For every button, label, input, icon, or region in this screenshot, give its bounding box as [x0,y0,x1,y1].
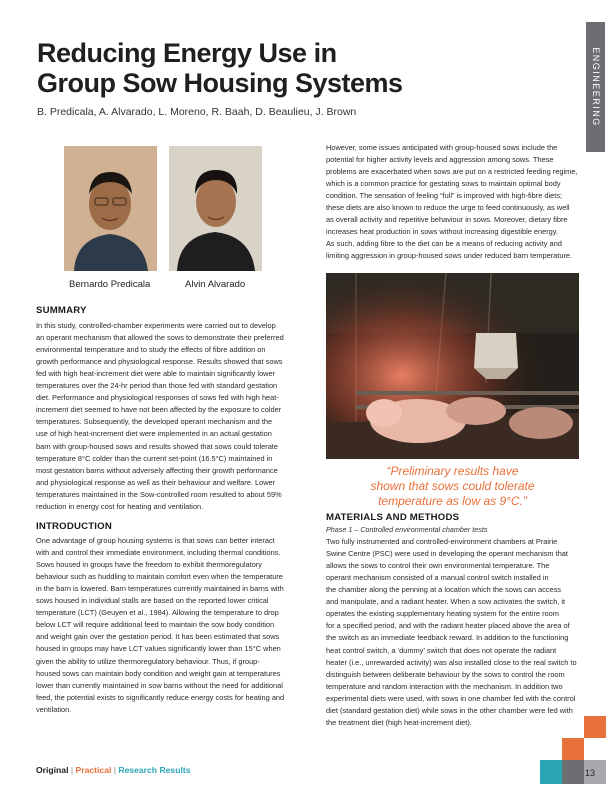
summary-body [36,320,292,513]
section-tab-label: ENGINEERING [590,47,601,127]
text-line: feed, the potential exists to significantly reduce energy costs for heating and [36,692,285,702]
text-line: barn with group-housed sows and results showed that sows could tolerate [36,441,278,451]
text-line: Swine Centre (PSC) were used in developing the operant mechanism that [326,549,568,559]
text-line: temperature 8°C colder than the current set-point (16.5°C) maintained in [36,453,273,463]
text-line: with and control their immediate environment, including thermal conditions. [36,548,281,558]
gray-block [562,760,584,784]
text-line: diet. Performance and physiological responses of sows fed with high heat- [36,393,279,403]
text-line: as overall activity and repetitive behaviour in sows. Moreover, dietary fibre [326,215,568,225]
quote-line: shown that sows could tolerate [370,479,535,493]
text-line: the chamber along the penning at a location which the sows can access [326,585,562,595]
continuation-paragraph [326,142,579,262]
text-line: operant mechanism consisted of a manual control switch installed in [326,573,549,583]
text-line: potential for higher activity levels and aggression among sows. These [326,155,554,165]
text-line: experimental diets were used, with sows in one chamber fed with the control [326,693,576,703]
text-line: growth performance and physiological response. Results showed that sows [36,357,283,367]
text-line: In this study, controlled-chamber experiments were carried out to develop [36,321,276,331]
text-line: environmental temperature and to study the effects of fibre addition on [36,345,266,355]
text-line: housed in groups may have LCT values significantly lower than 15°C when [36,644,281,654]
text-line: heater (i.e., unrewarded activity) was also installed close to the real switch to [326,657,577,667]
orange-block [584,716,606,738]
text-line: reduction in energy cost for heating and ventilation. [36,501,204,511]
text-line: temperatures. Subsequently, the developed operant mechanism and the [36,417,273,427]
text-line: fed with high heat-increment diet were able to maintain significantly lower [36,369,276,379]
author-photo-alvarado [169,146,262,271]
text-line: condition. The sensation of feeling “full” is improved with high-fibre diets; [326,191,563,201]
text-line: allows the sows to control their own environmental temperature. The [326,561,550,571]
text-line: these diets are also known to reduce the urge to feed continuously, as well [326,203,570,213]
photo-caption-alvarado: Alvin Alvarado [185,279,246,290]
introduction-body [36,535,292,716]
text-line: Two fully instrumented and controlled-environment chambers at Prairie [326,537,558,547]
text-line: ventilation. [36,704,72,714]
author-photo-predicala [64,146,157,271]
summary-heading: SUMMARY [36,305,87,316]
text-line: given the ability to utilize thermoregulatory behaviour. Thus, if group- [36,656,260,666]
summary-section [36,305,292,513]
text-line: However, some issues anticipated with group-housed sows include the [326,143,558,152]
text-line: As such, adding fibre to the diet can be a means of reducing activity and [326,239,562,249]
title-line-1: Reducing Energy Use in [37,38,337,68]
text-line: distinguish between deliberate behaviour by the sows to control the room [326,669,565,679]
text-line: temperature and random interaction with the mechanism. In addition two [326,681,563,691]
footer-original: Original [36,765,69,775]
orange-block [562,738,584,760]
section-tab [585,22,605,152]
text-line: housed sows can maintain body condition and weight gain at temperatures [36,668,281,678]
page-number: 13 [585,768,596,778]
text-line: an operant mechanism that allowed the sows to demonstrate their preferred [36,333,284,343]
text-line: increases heat production in sows without increasing digestible energy. [326,227,558,237]
footer-separator: | [70,765,74,775]
text-line: and manipulate, and a radiant heater. When a sow activates the switch, it [326,597,566,607]
text-line: the switch as an immediate feedback reward. In addition to the functioning [326,633,569,643]
text-line: below LCT will require additional feed to maintain the sow body condition [36,620,275,630]
text-line: for a specified period, and with the radiant heater placed above the area of [326,621,570,631]
introduction-section [36,521,292,716]
text-line: use of high heat-increment diet were implemented in an actual gestation [36,429,272,439]
text-line: in the barn is lowered. Barn temperatures currently maintained in barns with [36,584,284,594]
footer-practical: Practical [75,765,112,775]
text-line: and weight gain over the gestation period. It has been estimated that sows [36,632,280,642]
methods-section [326,512,579,729]
text-line: behaviour such as huddling to maintain comfort even when the temperature [36,572,283,582]
footer-research: Research Results [118,765,191,775]
author-list: B. Predicala, A. Alvarado, L. Moreno, R. Baah, D. Beaulieu, J. Brown [37,106,357,118]
text-line: temperatures maintained in the Sow-controlled room resulted to about 59% [36,489,282,499]
text-line: temperature (LCT) (Geuyen et al., 1984). Allowing the temperature to drop [36,608,279,618]
introduction-heading: INTRODUCTION [36,521,112,532]
text-line: problems are exacerbated when sows are put on a restricted feeding regime, [326,167,578,177]
text-line: heat control switch, a ‘dummy’ switch that does not operate the radiant [326,645,557,655]
pull-quote [326,464,579,509]
text-line: increment diet seemed to have not been affected by the exposure to colder [36,405,282,415]
quote-line: temperature as low as 9°C.” [378,494,527,508]
sow-chamber-photo [326,273,579,459]
footer-separator: | [113,765,116,775]
text-line: operates the existing supplementary heating system for the entire room [326,609,559,619]
photo-caption-predicala: Bernardo Predicala [69,279,151,290]
text-line: most gestation barns without adversely affecting their growth performance [36,465,278,475]
text-line: One advantage of group housing systems is that sows can better interact [36,536,275,546]
text-line: which is a common practice for gestating sows to maintain optimal body [326,179,561,189]
text-line: lower than currently maintained in sow barns without the need for additional [36,680,283,690]
quote-line: “Preliminary results have [386,464,519,478]
text-line: limiting aggression in group-housed sows under reduced barn temperature. [326,251,573,261]
footer-category [36,765,191,775]
title-line-2: Group Sow Housing Systems [37,68,403,98]
text-line: diet (standard gestation diet) while sows in the other chamber were fed with [326,705,573,715]
text-line: sows housed in individual stalls are based on the reported lower critical [36,596,269,606]
methods-body [326,536,579,729]
methods-subheading: Phase 1 – Controlled environmental chamber tests [326,525,488,535]
text-line: Sows housed in groups have the freedom to exhibit thermoregulatory [36,560,262,570]
methods-heading: MATERIALS AND METHODS [326,512,460,523]
text-line: the treatment diet (high heat-increment diet). [326,717,472,727]
teal-block [540,760,562,784]
text-line: temperatures over the 24-hr period than those fed with standard gestation [36,381,278,391]
text-line: and physiological response as well as their behaviour and welfare. Lower [36,477,276,487]
article-title [37,38,537,98]
